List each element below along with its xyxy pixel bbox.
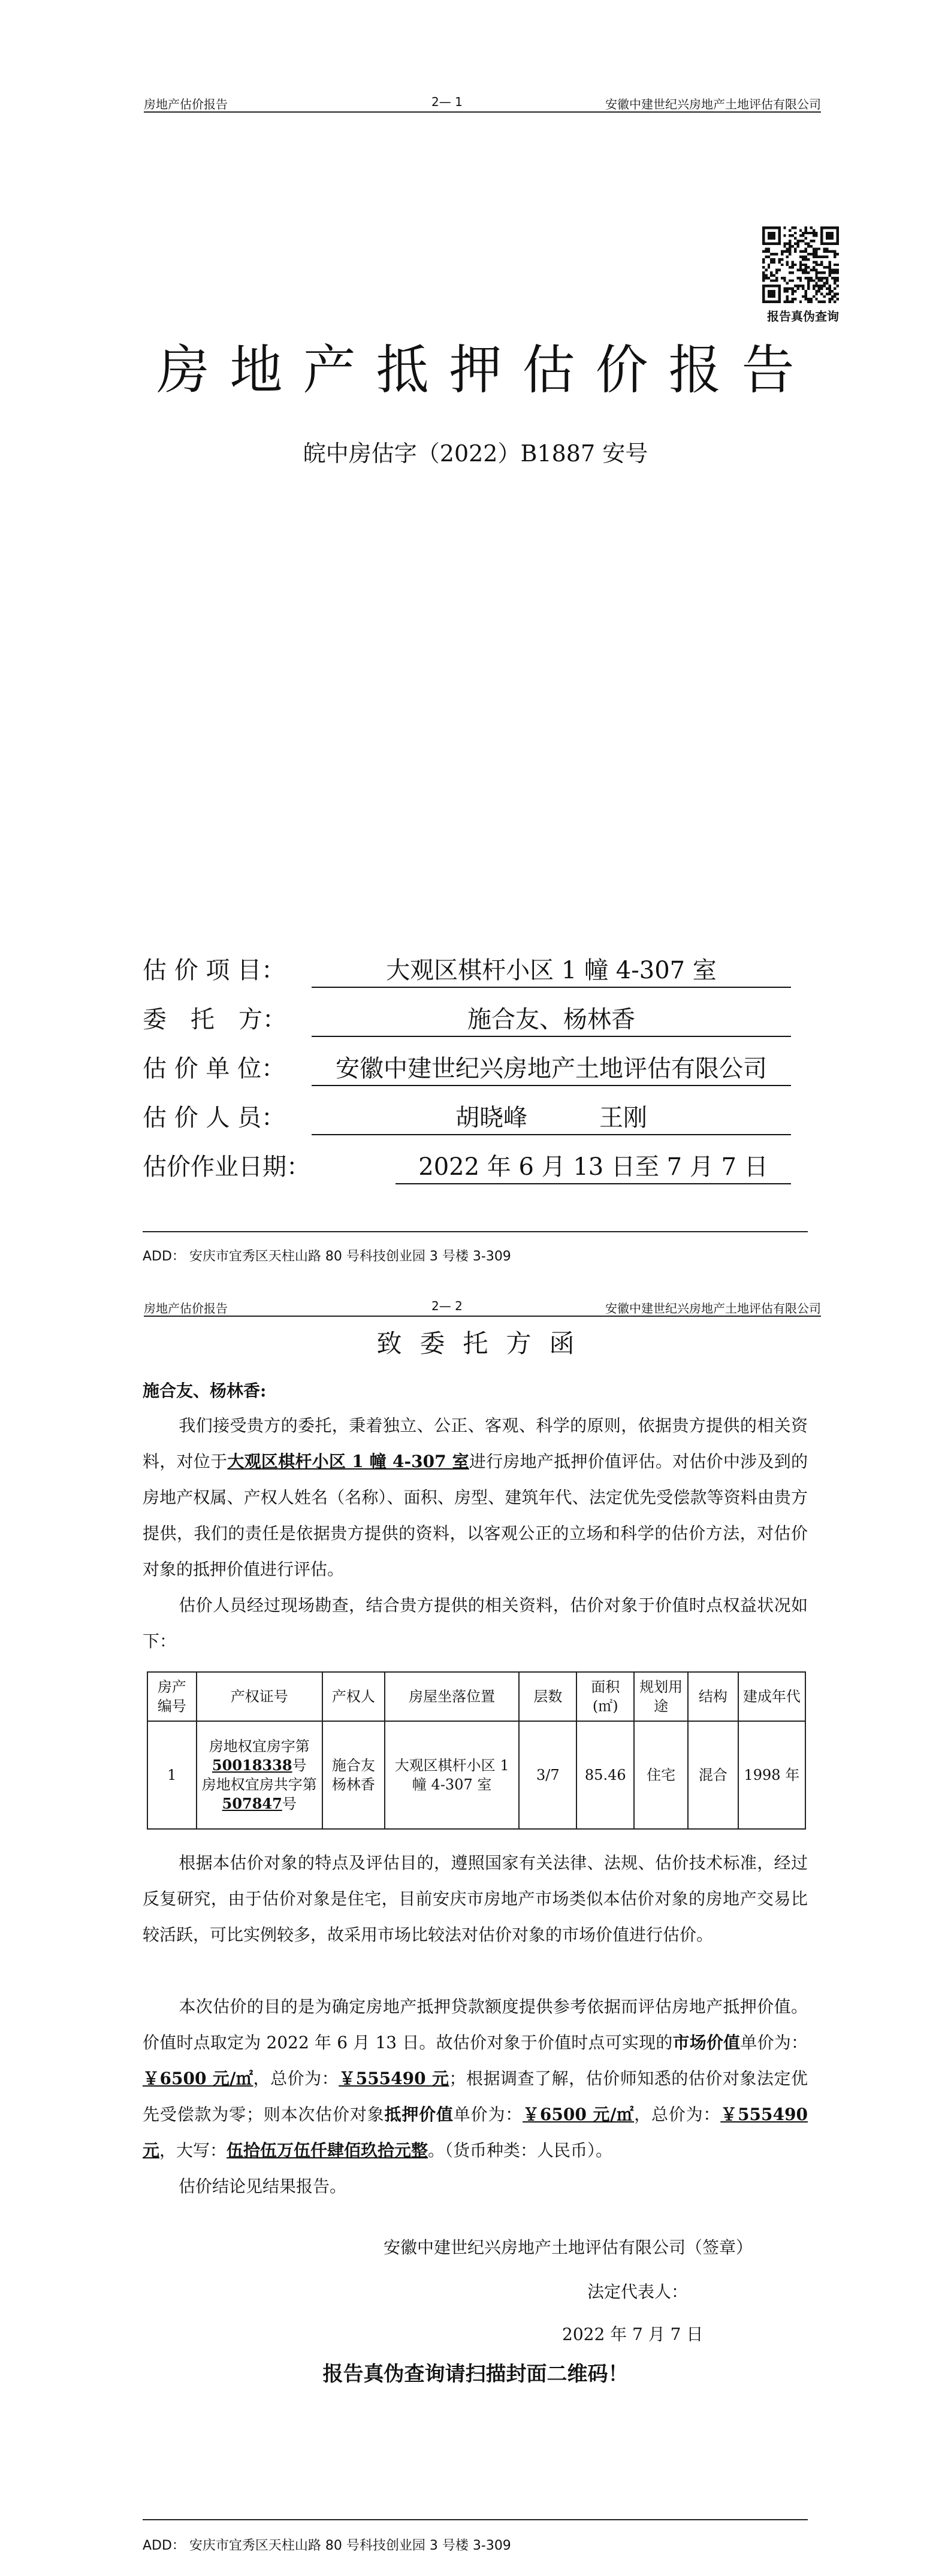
- mortgage-total-price: ￥555490 元: [143, 2105, 808, 2160]
- cell-structure: 混合: [688, 1721, 738, 1829]
- page-header: [144, 90, 821, 113]
- col-header: 层数: [519, 1672, 576, 1721]
- letter-title: 致委托方函: [376, 1329, 593, 1358]
- field-label: 委 托 方：: [143, 1006, 286, 1033]
- cell-no: 1: [147, 1721, 197, 1829]
- field-value: 安徽中建世纪兴房地产土地评估有限公司: [312, 1050, 791, 1086]
- field-label: 估 价 人 员：: [143, 1104, 286, 1132]
- property-address: 大观区棋杆小区 1 幢 4-307 室: [227, 1452, 469, 1471]
- cell-use: 住宅: [634, 1721, 688, 1829]
- col-header: 产权人: [322, 1672, 385, 1721]
- table-header-row: [147, 1672, 805, 1721]
- col-header: 结构: [688, 1672, 738, 1721]
- letter-paragraph-1: 我们接受贵方的委托，秉着独立、公正、客观、科学的原则，依据贵方提供的相关资料，对位于大观区棋杆小区 1 幢 4-307 室进行房地产抵押价值评估。对估价中涉及到的房地产权属、产权人姓名（名称）、面积、房型、建筑年代、法定优先受偿款等资料由贵方提供，我们的责任是依据贵方提供的资料，以客观公正的立场和科学的估价方法，对估价对象的抵押价值进行评估。: [143, 1416, 808, 1579]
- field-label: 估价作业日期：: [143, 1153, 310, 1181]
- col-header: 面积(㎡): [576, 1672, 634, 1721]
- footer-rule: [143, 2519, 808, 2520]
- col-header: 房屋坐落位置: [385, 1672, 519, 1721]
- market-value-label: 市场价值: [672, 2033, 741, 2052]
- cell-cert: 房地权宜房字第 50018338号 房地权宜房共字第 507847号: [197, 1721, 322, 1829]
- field-value: 施合友、杨林香: [312, 1000, 791, 1037]
- report-title: 房地产抵押估价报告: [156, 339, 815, 401]
- col-header: 建成年代: [738, 1672, 805, 1721]
- mortgage-value-label: 抵押价值: [384, 2105, 454, 2124]
- cell-location: 大观区棋杆小区 1 幢 4-307 室: [385, 1721, 519, 1829]
- field-label: 估 价 项 目：: [143, 957, 286, 984]
- header-page-number: 2— 2: [431, 1299, 463, 1313]
- table-row: [147, 1721, 805, 1829]
- page-header: [144, 1294, 821, 1317]
- report-number: 皖中房估字（2022）B1887 安号: [303, 440, 648, 467]
- mortgage-unit-price: ￥6500 元/㎡: [523, 2105, 635, 2124]
- header-company: 安徽中建世纪兴房地产土地评估有限公司: [605, 97, 821, 111]
- header-rule: [144, 111, 821, 113]
- letter-paragraph-4: 本次估价的目的是为确定房地产抵押贷款额度提供参考依据而评估房地产抵押价值。价值时点取定为 2022 年 6 月 13 日。故估价对象于价值时点可实现的市场价值单价为：￥6500 元/㎡，总价为：￥555490 元；根据调查了解，估价师知悉的估价对象法定优先受偿款为零；则本次估价对象抵押价值单价为：￥6500 元/㎡，总价为：￥555490 元，大写：伍拾伍万伍仟肆佰玖拾元整。（货币种类：人民币）。: [143, 1997, 808, 2160]
- footer-address: ADD： 安庆市宜秀区天柱山路 80 号科技创业园 3 号楼 3-309: [143, 2538, 511, 2553]
- header-rule: [144, 1316, 821, 1317]
- cell-year: 1998 年: [738, 1721, 805, 1829]
- letter-paragraph-3: 根据本估价对象的特点及评估目的，遵照国家有关法律、法规、估价技术标准，经过反复研究，由于估价对象是住宅，目前安庆市房地产市场类似本估价对象的房地产交易比较活跃，可比实例较多，故采用市场比较法对估价对象的市场价值进行估价。: [143, 1853, 808, 1945]
- footer-address: ADD： 安庆市宜秀区天柱山路 80 号科技创业园 3 号楼 3-309: [143, 1249, 511, 1264]
- field-value: 大观区棋杆小区 1 幢 4-307 室: [312, 951, 791, 988]
- field-value: 2022 年 6 月 13 日至 7 月 7 日: [396, 1148, 791, 1184]
- property-table: [147, 1671, 806, 1830]
- qr-code-icon[interactable]: [762, 226, 839, 303]
- letter-paragraph-2: 估价人员经过现场勘查，结合贵方提供的相关资料，估价对象于价值时点权益状况如下：: [143, 1595, 808, 1651]
- col-header: 房产编号: [147, 1672, 197, 1721]
- letter-paragraph-5: 估价结论见结果报告。: [179, 2176, 347, 2196]
- footer-rule: [143, 1231, 808, 1232]
- amount-in-words: 伍拾伍万伍仟肆佰玖拾元整: [227, 2140, 428, 2160]
- header-page-number: 2— 1: [431, 95, 463, 109]
- signature-date: 2022 年 7 月 7 日: [562, 2324, 704, 2344]
- market-unit-price: ￥6500 元/㎡: [143, 2069, 253, 2088]
- signature-representative: 法定代表人：: [587, 2282, 689, 2302]
- field-label: 估 价 单 位：: [143, 1055, 286, 1083]
- header-company: 安徽中建世纪兴房地产土地评估有限公司: [605, 1301, 821, 1316]
- market-total-price: ￥555490 元: [339, 2069, 449, 2088]
- col-header: 产权证号: [197, 1672, 322, 1721]
- signature-company: 安徽中建世纪兴房地产土地评估有限公司（签章）: [384, 2238, 753, 2257]
- field-value: 胡晓峰 王刚: [312, 1099, 791, 1135]
- authenticity-notice: 报告真伪查询请扫描封面二维码！: [322, 2362, 629, 2386]
- letter-salutation: 施合友、杨林香:: [143, 1381, 267, 1401]
- header-left-title: 房地产估价报告: [144, 97, 228, 111]
- cell-owner: 施合友杨林香: [322, 1721, 385, 1829]
- cell-floors: 3/7: [519, 1721, 576, 1829]
- header-left-title: 房地产估价报告: [144, 1301, 228, 1316]
- col-header: 规划用途: [634, 1672, 688, 1721]
- cell-area: 85.46: [576, 1721, 634, 1829]
- qr-caption: 报告真伪查询: [767, 309, 839, 323]
